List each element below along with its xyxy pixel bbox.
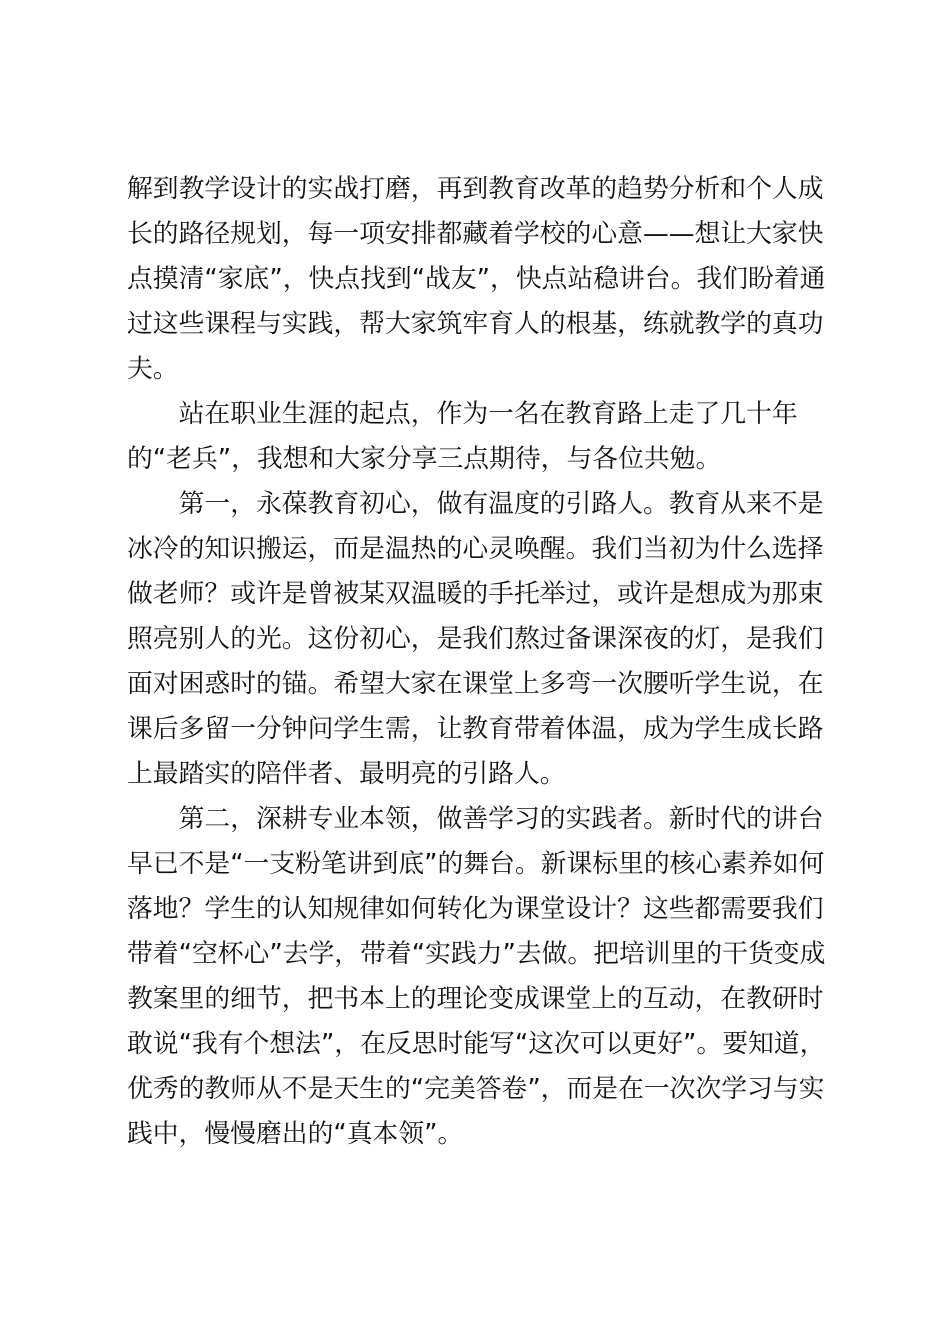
paragraph-1: 解到教学设计的实战打磨，再到教育改革的趋势分析和个人成长的路径规划，每一项安排都藏着学校的心意——想让大家快点摸清“家底”，快点找到“战友”，快点站稳讲台。我们盼着通过这些课程与实践，帮大家筑牢育人的根基，练就教学的真功夫。 (127, 174, 826, 384)
document-body (127, 167, 832, 1157)
paragraph-3: 第一，永葆教育初心，做有温度的引路人。教育从来不是冰冷的知识搬运，而是温热的心灵唤醒。我们当初为什么选择做老师？或许是曾被某双温暖的手托举过，或许是想成为那束照亮别人的光。这份初心，是我们熬过备课深夜的灯，是我们面对困惑时的锚。希望大家在课堂上多弯一次腰听学生说，在课后多留一分钟问学生需，让教育带着体温，成为学生成长路上最踏实的陪伴者、最明亮的引路人。 (127, 489, 824, 789)
paragraph-4: 第二，深耕专业本领，做善学习的实践者。新时代的讲台早已不是“一支粉笔讲到底”的舞台。新课标里的核心素养如何落地？学生的认知规律如何转化为课堂设计？这些都需要我们带着“空杯心”去学，带着“实践力”去做。把培训里的干货变成教案里的细节，把书本上的理论变成课堂上的互动，在教研时敢说“我有个想法”，在反思时能写“这次可以更好”。要知道，优秀的教师从不是天生的“完美答卷”，而是在一次次学习与实践中，慢慢磨出的“真本领”。 (127, 804, 826, 1149)
paragraph-2: 站在职业生涯的起点，作为一名在教育路上走了几十年的“老兵”，我想和大家分享三点期待，与各位共勉。 (127, 399, 798, 474)
